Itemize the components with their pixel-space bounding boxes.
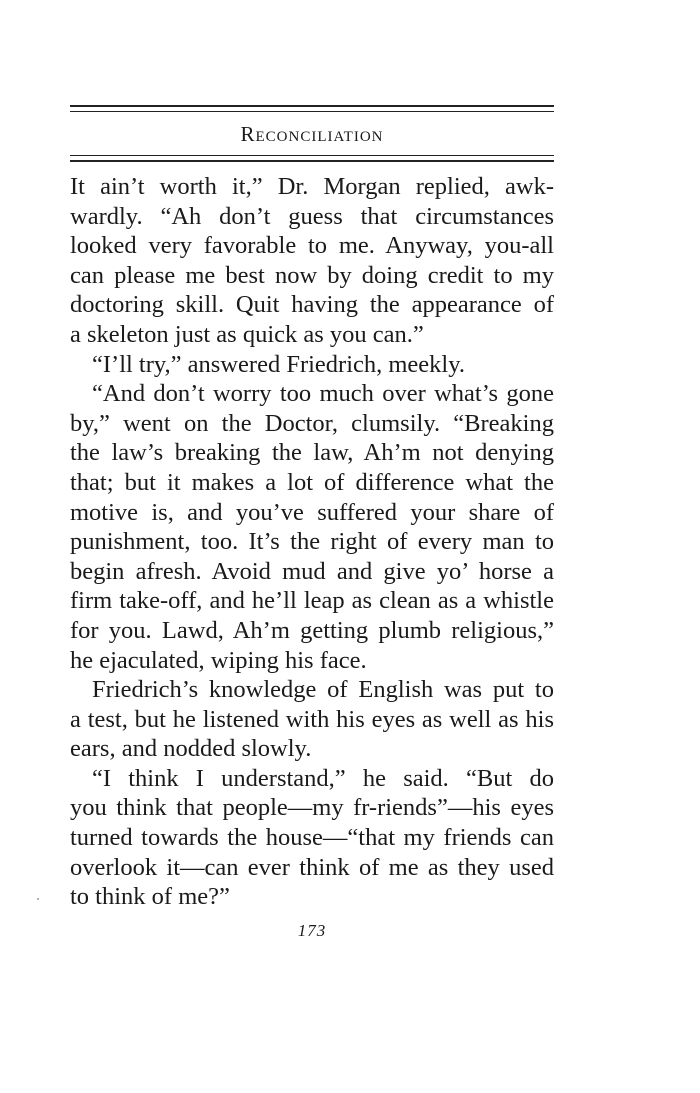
text-line: doctoring skill. Quit having the appearance of bbox=[70, 291, 554, 319]
text-line: overlook it—can ever think of me as they used bbox=[70, 853, 554, 881]
text-line: the law’s breaking the law, Ah’m not denying bbox=[70, 439, 554, 467]
text-line: It ain’t worth it,” Dr. Morgan replied, awk- bbox=[70, 173, 554, 200]
page-number: 173 bbox=[297, 921, 327, 940]
text-line: punishment, too. It’s the right of every man to bbox=[70, 528, 554, 556]
header-rule-top-inner bbox=[70, 111, 554, 112]
text-line: firm take-off, and he’ll leap as clean as a whistle bbox=[70, 587, 554, 615]
margin-speck bbox=[37, 898, 39, 900]
text-line: can please me best now by doing credit to my bbox=[70, 261, 554, 289]
running-head-title: Reconciliation bbox=[240, 122, 384, 146]
text-line: a test, but he listened with his eyes as well as his bbox=[70, 705, 554, 733]
header-rule-top bbox=[70, 105, 554, 107]
text-line: by,” went on the Doctor, clumsily. “Breaking bbox=[70, 409, 554, 437]
text-line: begin afresh. Avoid mud and give yo’ horse a bbox=[70, 557, 554, 585]
text-line: wardly. “Ah don’t guess that circumstances bbox=[70, 202, 554, 230]
text-line: “And don’t worry too much over what’s gone bbox=[92, 380, 554, 408]
text-line: a skeleton just as quick as you can.” bbox=[70, 320, 424, 348]
body-text bbox=[70, 172, 554, 912]
text-line: Friedrich’s knowledge of English was put to bbox=[92, 676, 554, 704]
text-line: looked very favorable to me. Anyway, you-all bbox=[70, 232, 554, 260]
text-line: ears, and nodded slowly. bbox=[70, 735, 312, 763]
header-rule-bottom-inner bbox=[70, 155, 554, 156]
text-line: “I think I understand,” he said. “But do bbox=[92, 764, 554, 792]
text-line: motive is, and you’ve suffered your share of bbox=[70, 498, 554, 526]
text-line: for you. Lawd, Ah’m getting plumb religious,” bbox=[70, 616, 554, 644]
text-line: turned towards the house—“that my friends can bbox=[70, 824, 554, 852]
text-line: to think of me?” bbox=[70, 883, 230, 911]
text-line: you think that people—my fr-riends”—his eyes bbox=[70, 794, 554, 822]
text-line: that; but it makes a lot of difference what the bbox=[70, 468, 554, 496]
text-line: “I’ll try,” answered Friedrich, meekly. bbox=[92, 350, 466, 378]
header-rule-bottom bbox=[70, 160, 554, 162]
text-line: he ejaculated, wiping his face. bbox=[70, 646, 367, 674]
